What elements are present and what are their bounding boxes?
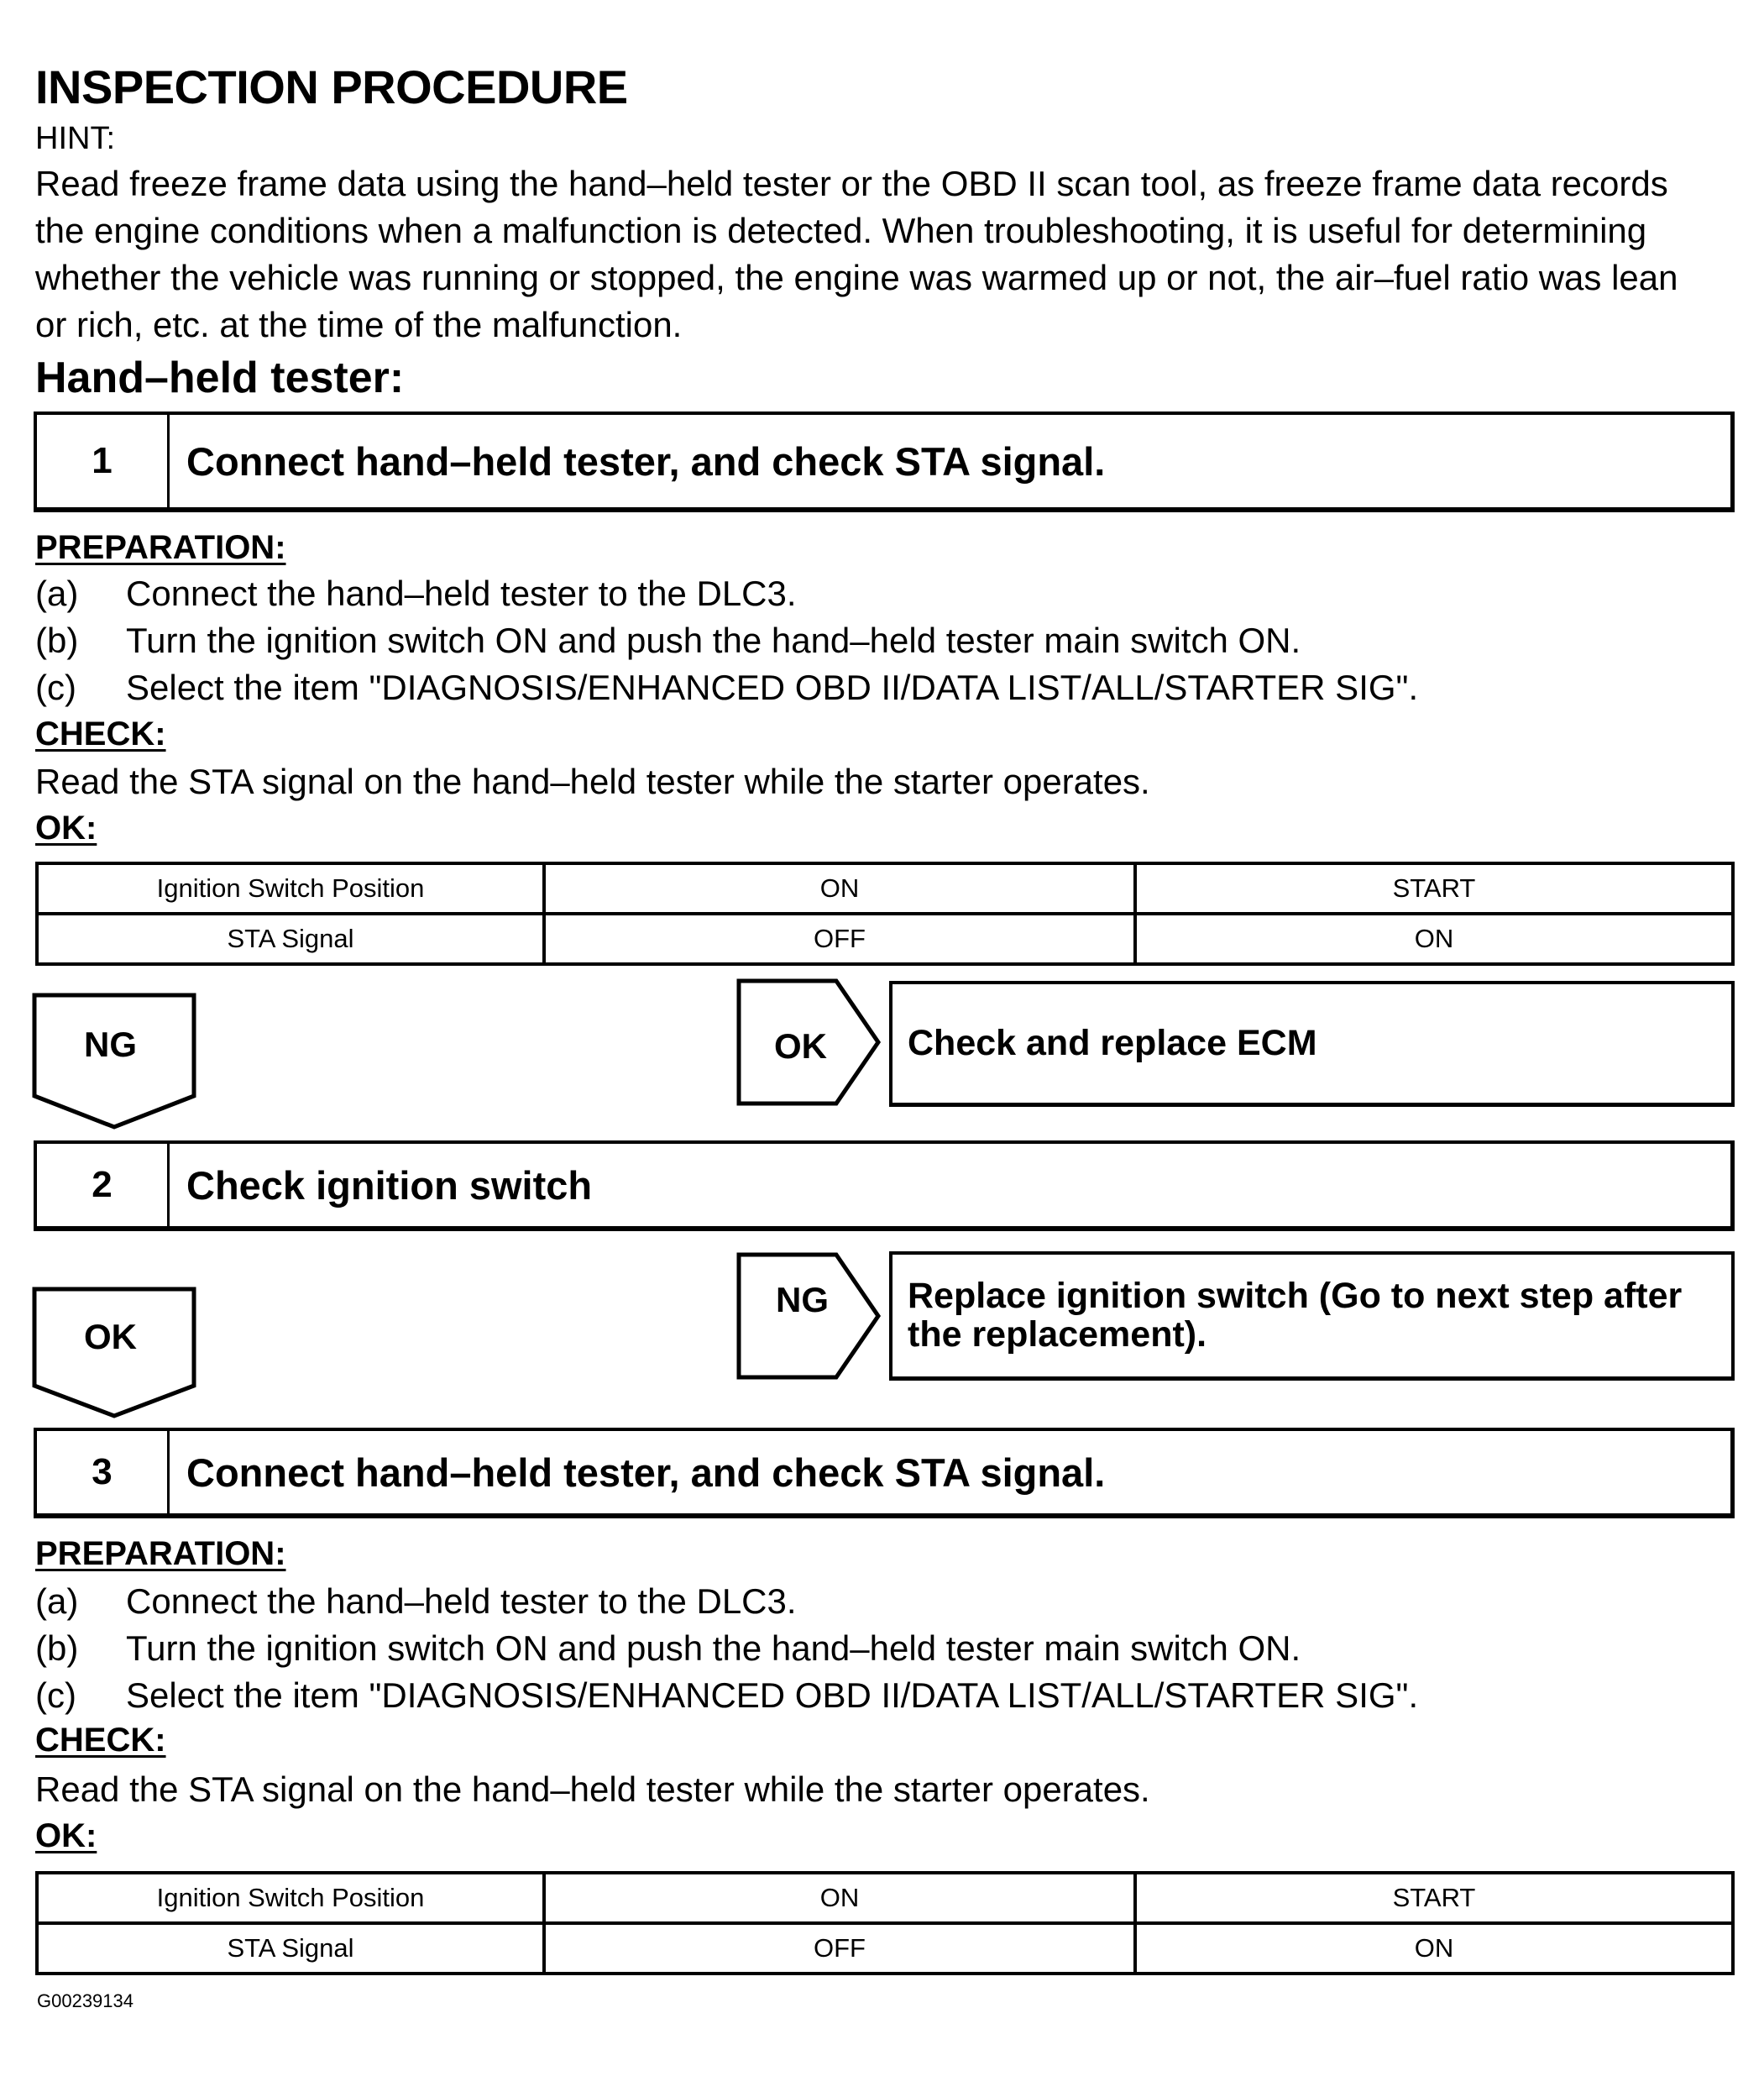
table-cell: ON [1135, 1923, 1733, 1974]
hint-line-3: whether the vehicle was running or stopped, the engine was warmed up or not, the air–fuel ratio was lean [35, 258, 1678, 297]
table-cell: Ignition Switch Position [37, 1873, 544, 1923]
prep-1-c-text: Select the item "DIAGNOSIS/ENHANCED OBD II/DATA LIST/ALL/STARTER SIG". [126, 668, 1419, 707]
step-3-box [34, 1428, 1735, 1518]
prep-1-a-marker: (a) [35, 574, 79, 613]
table-cell: Ignition Switch Position [37, 863, 544, 914]
table-cell: START [1135, 1873, 1733, 1923]
prep-2-b-text: Turn the ignition switch ON and push the hand–held tester main switch ON. [126, 1628, 1301, 1668]
prep-2-a-text: Connect the hand–held tester to the DLC3. [126, 1581, 797, 1621]
table-row [37, 914, 1733, 964]
ok-table-1 [35, 862, 1735, 966]
step-2-title: Check ignition switch [186, 1162, 593, 1208]
prep-1-a-text: Connect the hand–held tester to the DLC3. [126, 574, 797, 613]
preparation-label-2: PREPARATION: [35, 1535, 286, 1572]
flow-2-down-label: OK [84, 1317, 137, 1356]
check-label-2: CHECK: [35, 1722, 166, 1759]
page-title: INSPECTION PROCEDURE [35, 60, 628, 113]
step-2-box [34, 1140, 1735, 1231]
check-label-1: CHECK: [35, 716, 166, 752]
step-1-number: 1 [37, 415, 170, 507]
prep-1-b-text: Turn the ignition switch ON and push the hand–held tester main switch ON. [126, 621, 1301, 660]
table-cell: OFF [544, 914, 1135, 964]
flow-1-down-label: NG [84, 1025, 137, 1064]
prep-1-b-marker: (b) [35, 621, 79, 660]
step-3-title: Connect hand–held tester, and check STA signal. [186, 1450, 1106, 1495]
prep-1-c-marker: (c) [35, 668, 76, 707]
table-cell: OFF [544, 1923, 1135, 1974]
flow-2-result-line-1: Replace ignition switch (Go to next step after [908, 1276, 1683, 1316]
prep-2-b-marker: (b) [35, 1628, 79, 1668]
flow-1-result-box [889, 981, 1735, 1107]
figure-id: G00239134 [37, 1990, 133, 2011]
prep-2-a-marker: (a) [35, 1581, 79, 1621]
ok-label-2: OK: [35, 1817, 97, 1854]
step-1-box [34, 412, 1735, 512]
hint-line-4: or rich, etc. at the time of the malfunction. [35, 305, 683, 344]
ok-label-1: OK: [35, 810, 97, 847]
hint-line-1: Read freeze frame data using the hand–held tester or the OBD II scan tool, as freeze frame data records [35, 164, 1668, 203]
step-3-number: 3 [37, 1431, 170, 1513]
hint-label: HINT: [35, 121, 115, 156]
ok-table-2 [35, 1871, 1735, 1975]
table-cell: ON [544, 1873, 1135, 1923]
flow-1-right-label: OK [774, 1026, 827, 1066]
hint-line-2: the engine conditions when a malfunction is detected. When troubleshooting, it is useful for determining [35, 211, 1647, 250]
check-text-2: Read the STA signal on the hand–held tester while the starter operates. [35, 1769, 1150, 1809]
check-text-1: Read the STA signal on the hand–held tester while the starter operates. [35, 762, 1150, 801]
prep-2-c-marker: (c) [35, 1675, 76, 1715]
table-cell: STA Signal [37, 1923, 544, 1974]
flow-2-right-label: NG [776, 1280, 829, 1319]
section-title: Hand–held tester: [35, 354, 405, 402]
step-2-number: 2 [37, 1144, 170, 1226]
table-cell: STA Signal [37, 914, 544, 964]
flow-2-result-box [889, 1251, 1735, 1381]
step-1-title: Connect hand–held tester, and check STA signal. [186, 438, 1106, 484]
table-row [37, 863, 1733, 914]
table-row [37, 1873, 1733, 1923]
preparation-label-1: PREPARATION: [35, 529, 286, 566]
flow-1-result-text: Check and replace ECM [908, 1023, 1317, 1063]
table-cell: ON [544, 863, 1135, 914]
flow-2-result-line-2: the replacement). [908, 1314, 1207, 1355]
prep-2-c-text: Select the item "DIAGNOSIS/ENHANCED OBD II/DATA LIST/ALL/STARTER SIG". [126, 1675, 1419, 1715]
table-cell: ON [1135, 914, 1733, 964]
table-cell: START [1135, 863, 1733, 914]
table-row [37, 1923, 1733, 1974]
